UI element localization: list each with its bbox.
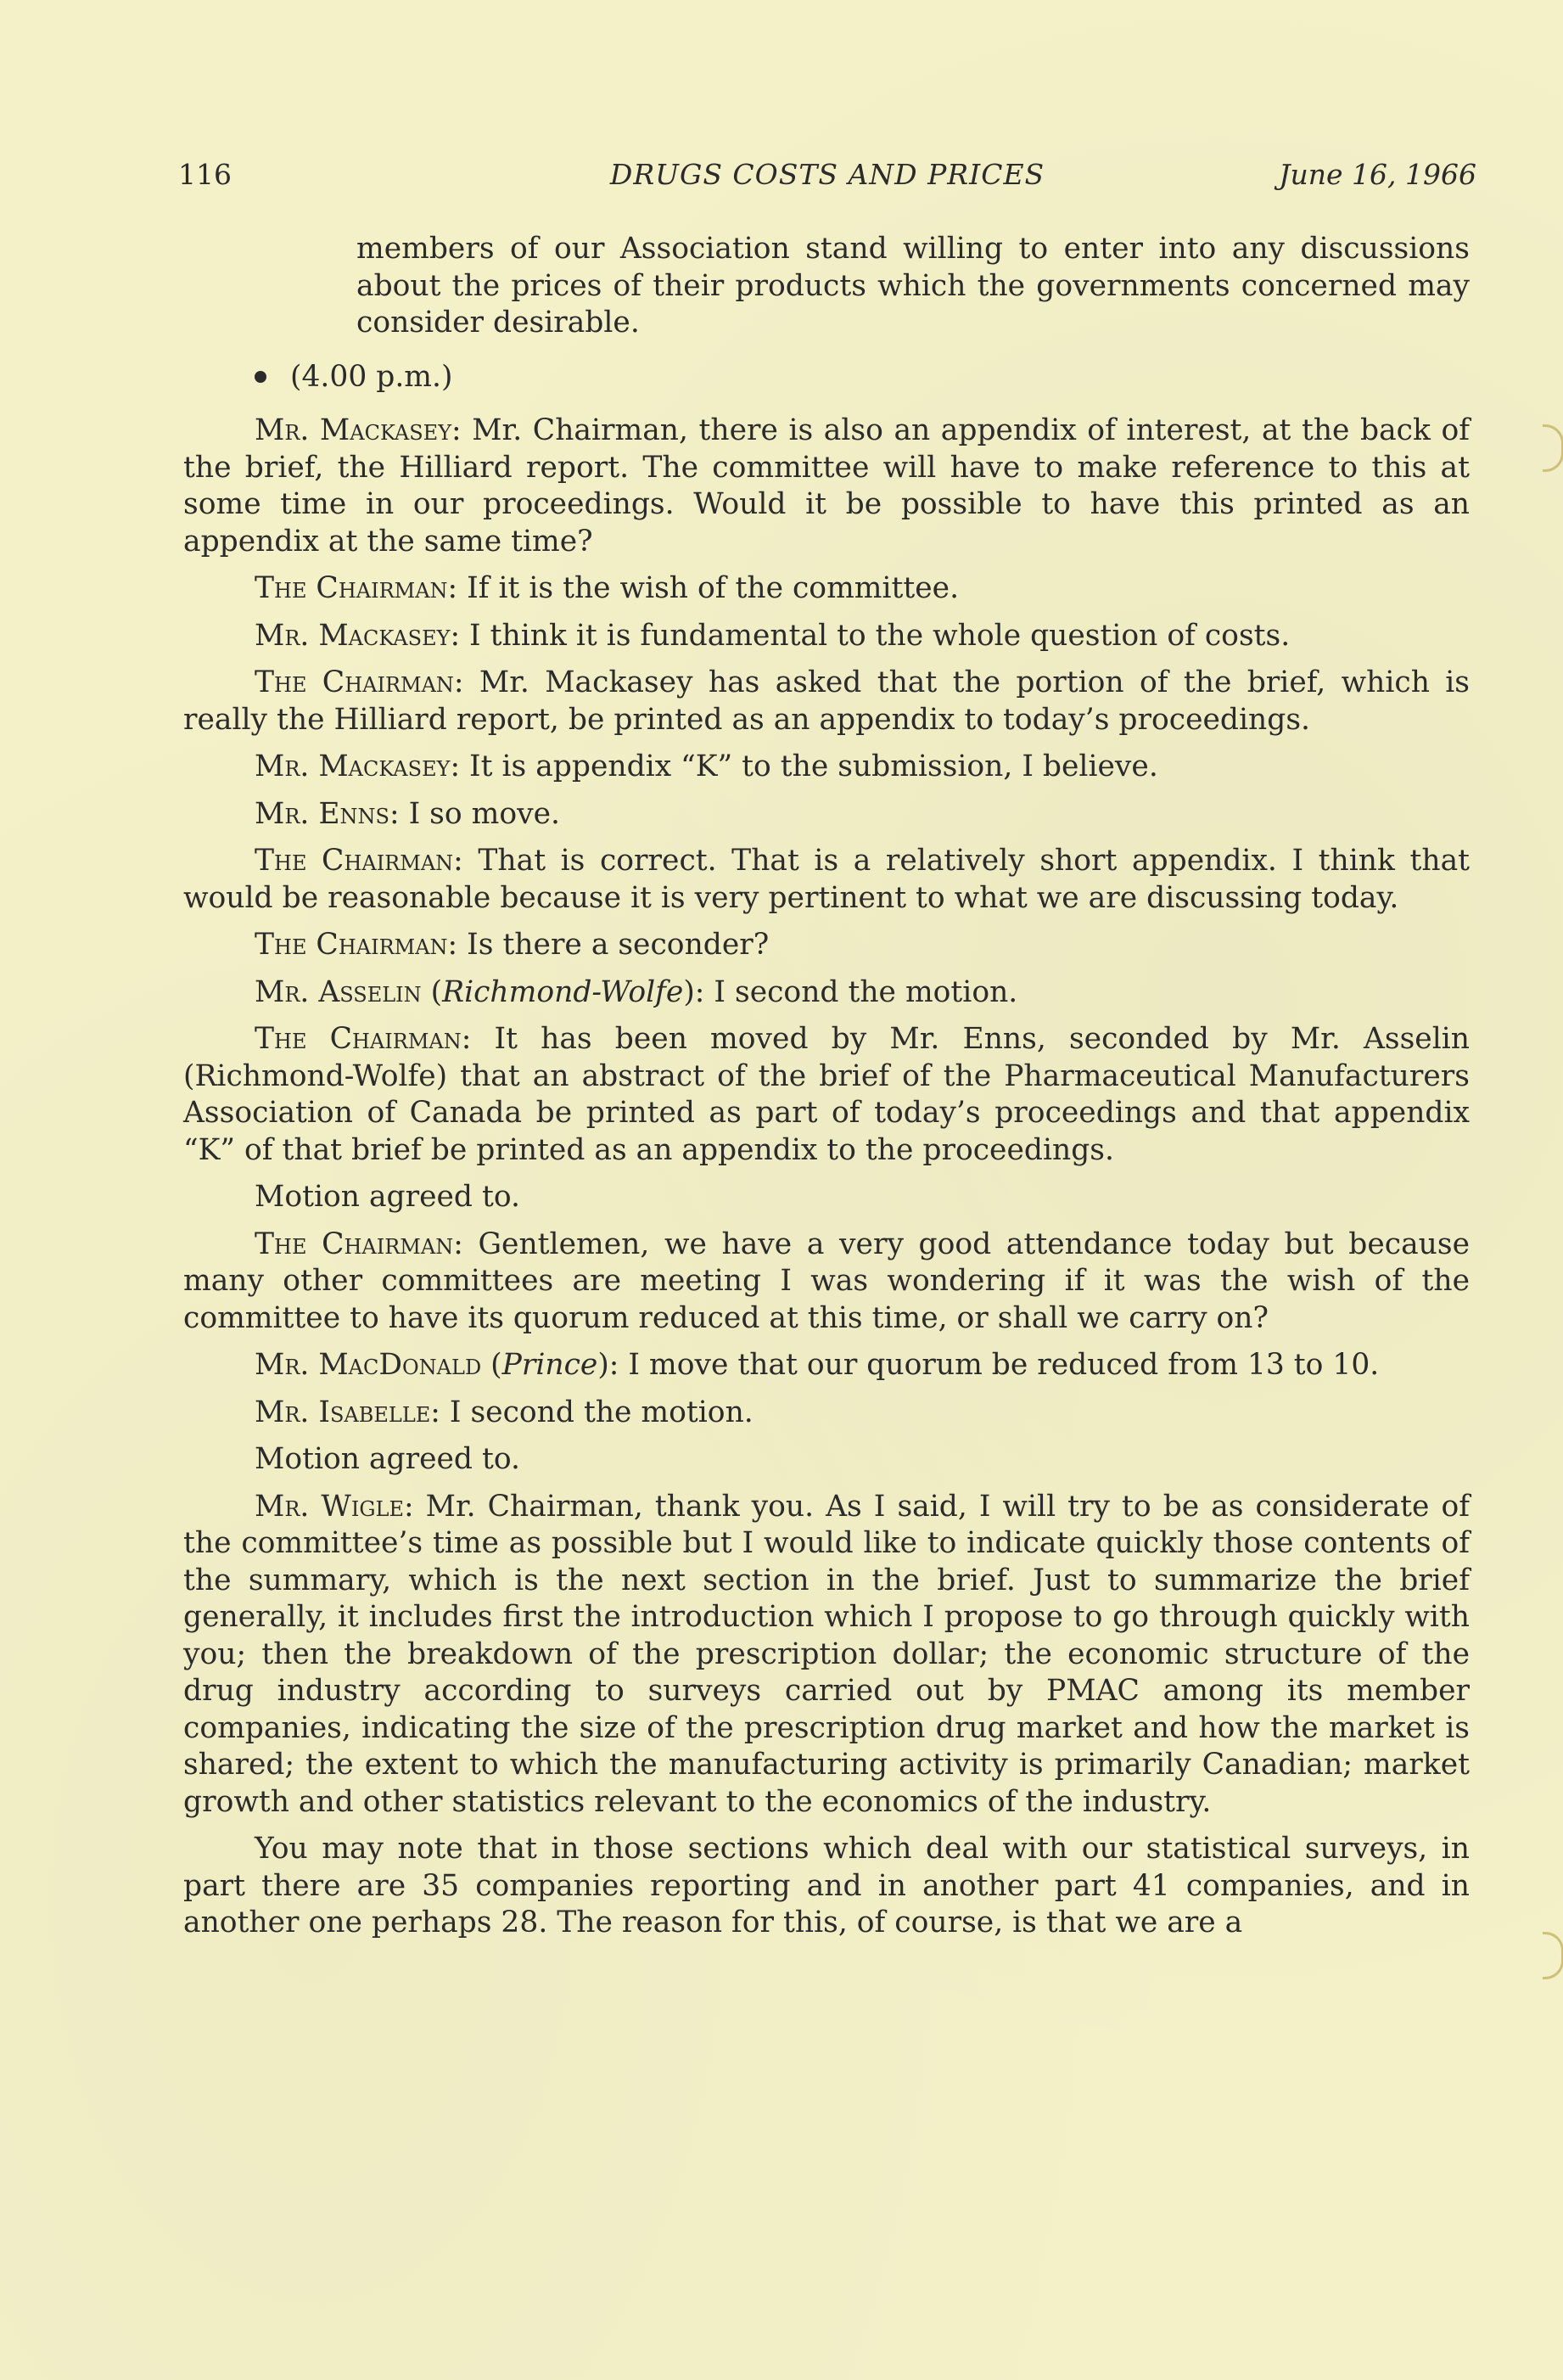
motion-result bbox=[183, 1441, 1470, 1479]
time-marker bbox=[255, 359, 1470, 396]
paragraph-text: members of our Association stand willing to enter into any discussions about the prices of their products which the governments concerned may consider desirable. bbox=[356, 232, 1470, 340]
paragraph: Mr. Wigle: Mr. Chairman, thank you. As I said, I will try to be as considerate of the committee’s time as possible but I would like to indicate quickly those contents of the summary, which is the next section in the brief. Just to summarize the brief generally, it includes first the introduction which I propose to go through quickly with you; then the breakdown of the prescription dollar; the economic structure of the drug industry according to surveys carried out by PMAC among its member companies, indicating the size of the prescription drug market and how the market is shared; the extent to which the manufacturing activity is primarily Canadian; market growth and other statistics relevant to the economics of the industry. bbox=[183, 1489, 1470, 1819]
paragraph-text: You may note that in those sections which deal with our statistical surveys, in part there are 35 companies reporting and in another part 41 companies, and in another one perhaps 28. The reason for this, of course, is that we are a bbox=[183, 1832, 1470, 1939]
paragraph-text: Mr. Chairman, there is also an appendix of interest, at the back of the brief, the Hilliard report. The committee will have to make reference to this at some time in our proceedings. Would it be possible to have this printed as an appendix at the same time? bbox=[183, 413, 1470, 559]
paragraph: Mr. Mackasey: I think it is fundamental to the whole question of costs. bbox=[255, 618, 1291, 653]
riding-name: Richmond-Wolfe bbox=[442, 974, 684, 1009]
riding-name: Prince bbox=[501, 1348, 598, 1382]
paragraph-text: That is correct. That is a relatively short appendix. I think that would be reasonable because it is very pertinent to what we are discussing today. bbox=[183, 844, 1471, 915]
paragraph bbox=[356, 231, 1470, 342]
speaker-name: The Chairman bbox=[255, 1226, 454, 1261]
paragraph-text: Mr. Mackasey has asked that the portion of the brief, which is really the Hilliard report, be printed as an appendix to today’s proceedings. bbox=[183, 665, 1470, 737]
bullet-icon bbox=[255, 371, 266, 383]
paragraph: The Chairman: It has been moved by Mr. Enns, seconded by Mr. Asselin (Richmond-Wolfe) that an abstract of the brief of the Pharmaceutical Manufacturers Association of Canada be printed as part of today’s proceedings and that appendix “K” of that brief be printed as an appendix to the proceedings. bbox=[183, 1022, 1471, 1167]
paragraph: Mr. Isabelle: I second the motion. bbox=[255, 1395, 753, 1429]
paragraph-text: I think it is fundamental to the whole question of costs. bbox=[469, 618, 1291, 653]
speaker-name: Mr. Mackasey bbox=[255, 749, 451, 783]
speaker-name: Mr. Enns bbox=[255, 796, 389, 831]
paragraph-text: I second the motion. bbox=[449, 1395, 753, 1429]
speaker-name: The Chairman bbox=[255, 1022, 462, 1056]
paragraph-text: Is there a seconder? bbox=[467, 928, 770, 962]
motion-result bbox=[183, 1179, 1470, 1216]
paragraph: Mr. Mackasey: Mr. Chairman, there is also an appendix of interest, at the back of the brief, the Hilliard report. The committee will have to make reference to this at some time in our proceedings. Would it be possible to have this printed as an appendix at the same time? bbox=[183, 413, 1470, 559]
paragraph-text: I so move. bbox=[408, 796, 560, 831]
paragraph: The Chairman: Mr. Mackasey has asked that the portion of the brief, which is really the Hilliard report, be printed as an appendix to today’s proceedings. bbox=[183, 665, 1470, 737]
margin-binding-mark bbox=[1543, 424, 1563, 472]
paragraph-text: Motion agreed to. bbox=[255, 1180, 520, 1214]
paragraph-text: It has been moved by Mr. Enns, seconded by Mr. Asselin (Richmond-Wolfe) that an abstract of the brief of the Pharmaceutical Manufacturers Association of Canada be printed as part of today’s proceedings and that appendix “K” of that brief be printed as an appendix to the proceedings. bbox=[183, 1022, 1471, 1167]
paragraph-text: I second the motion. bbox=[714, 974, 1018, 1009]
paragraph: Mr. Mackasey: It is appendix “K” to the submission, I believe. bbox=[255, 749, 1158, 783]
paragraph-text: I move that our quorum be reduced from 13 to 10. bbox=[628, 1348, 1380, 1382]
speaker-name: Mr. Isabelle bbox=[255, 1395, 431, 1429]
paragraph: Mr. Enns: I so move. bbox=[255, 796, 560, 831]
speaker-name: Mr. Asselin bbox=[255, 974, 422, 1009]
paragraph-text: Motion agreed to. bbox=[255, 1442, 520, 1476]
margin-binding-mark bbox=[1543, 1932, 1563, 1979]
paragraph: Mr. Asselin (Richmond-Wolfe): I second the motion. bbox=[255, 974, 1018, 1009]
paragraph: The Chairman: If it is the wish of the committee. bbox=[255, 571, 960, 605]
paragraph-text: It is appendix “K” to the submission, I believe. bbox=[469, 749, 1158, 783]
speaker-name: Mr. Wigle bbox=[255, 1489, 404, 1524]
paragraph: The Chairman: Is there a seconder? bbox=[255, 928, 770, 962]
speaker-name: The Chairman bbox=[255, 665, 454, 699]
paragraph: Mr. MacDonald (Prince): I move that our quorum be reduced from 13 to 10. bbox=[255, 1348, 1380, 1382]
speaker-name: Mr. MacDonald bbox=[255, 1348, 482, 1382]
speaker-name: The Chairman bbox=[255, 571, 448, 605]
running-title: DRUGS COSTS AND PRICES bbox=[609, 158, 1045, 191]
speaker-name: The Chairman bbox=[255, 844, 454, 878]
paragraph: The Chairman: Gentlemen, we have a very good attendance today but because many other committees are meeting I was wondering if it was the wish of the committee to have its quorum reduced at this time, or shall we carry on? bbox=[183, 1226, 1471, 1335]
time-text: (4.00 p.m.) bbox=[290, 359, 453, 394]
speaker-name: The Chairman bbox=[255, 928, 448, 962]
header-date: June 16, 1966 bbox=[1279, 158, 1476, 191]
paragraph: The Chairman: That is correct. That is a relatively short appendix. I think that would be reasonable because it is very pertinent to what we are discussing today. bbox=[183, 844, 1471, 915]
page-header bbox=[178, 158, 1476, 200]
page-number: 116 bbox=[178, 158, 232, 191]
paragraph-text: If it is the wish of the committee. bbox=[467, 571, 960, 605]
speaker-name: Mr. Mackasey bbox=[255, 618, 451, 653]
paragraph-text: Gentlemen, we have a very good attendance today but because many other committees are meeting I was wondering if it was the wish of the committee to have its quorum reduced at this time, or shall we carry on? bbox=[183, 1226, 1471, 1335]
body-text bbox=[183, 231, 1470, 1952]
paragraph-text: Mr. Chairman, thank you. As I said, I will try to be as considerate of the committee’s time as possible but I would like to indicate quickly those contents of the summary, which is the next section in the brief. Just to summarize the brief generally, it includes first the introduction which I propose to go through quickly with you; then the breakdown of the prescription dollar; the economic structure of the drug industry according to surveys carried out by PMAC among its member companies, indicating the size of the prescription drug market and how the market is shared; the extent to which the manufacturing activity is primarily Canadian; market growth and other statistics relevant to the economics of the industry. bbox=[183, 1489, 1470, 1819]
speaker-name: Mr. Mackasey bbox=[255, 413, 452, 447]
paragraph bbox=[183, 1831, 1470, 1942]
